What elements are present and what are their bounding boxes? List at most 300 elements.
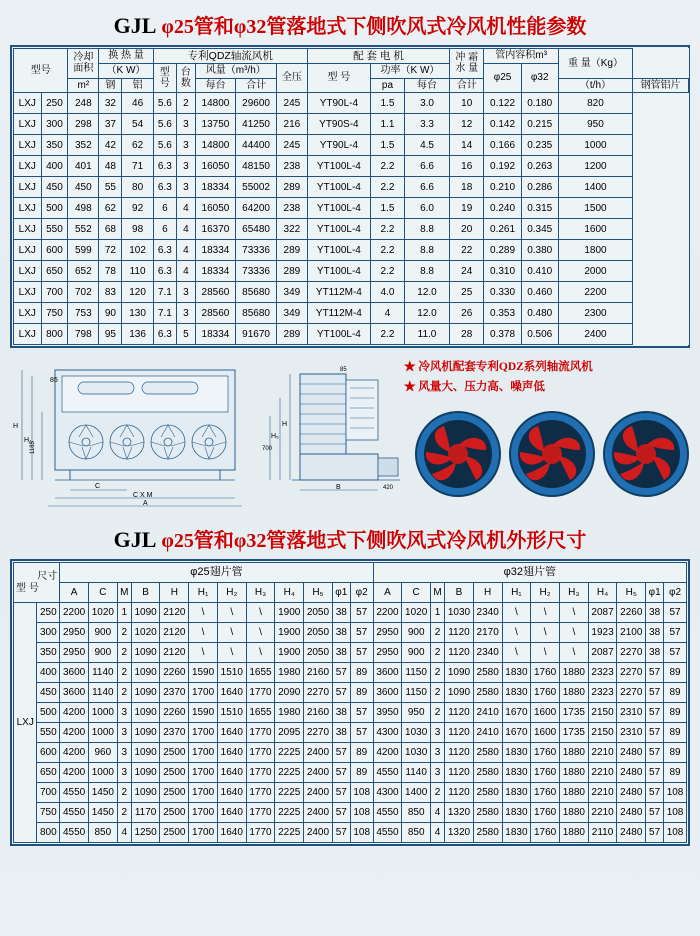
cell-25-H: 2225 <box>275 783 304 803</box>
cell-area: 798 <box>68 324 99 345</box>
table2-head <box>14 563 687 603</box>
cell-32-2: 108 <box>664 783 687 803</box>
dim-700: 700 <box>262 446 273 453</box>
cell-32-H: 2410 <box>473 703 502 723</box>
cell-25-H: 1980 <box>275 663 304 683</box>
cell-size: 450 <box>41 177 68 198</box>
cell-motor-model: YT112M-4 <box>307 303 370 324</box>
cell-25-H: 1640 <box>217 743 246 763</box>
cell-heat-alum: 102 <box>122 240 153 261</box>
cell-vol25: 0.353 <box>484 303 521 324</box>
cell-32-H: \ <box>559 643 588 663</box>
cell-32-B: 1320 <box>445 803 474 823</box>
cell-25-M: 2 <box>117 783 131 803</box>
cell-25-1: 38 <box>332 603 350 623</box>
cell-airflow-total: 65480 <box>236 219 277 240</box>
cell-fan-count: 4 <box>177 261 196 282</box>
cell-motor-model: YT90L-4 <box>307 93 370 114</box>
cell-fan-model: 6.3 <box>153 261 176 282</box>
cell-power-total: 6.6 <box>404 177 449 198</box>
cell-32-C: 1150 <box>402 683 431 703</box>
cell-vol32: 0.460 <box>521 282 558 303</box>
cell-32-A: 4550 <box>373 823 402 843</box>
th-motor-model: 型 号 <box>307 64 370 93</box>
th-pressure: 全压 <box>276 64 307 93</box>
cell-model: LXJ <box>14 93 42 114</box>
th-area: 冷却 面积 <box>68 49 99 79</box>
cell-32-H: 1830 <box>502 823 531 843</box>
th-volume: 管内容积m³ <box>484 49 558 64</box>
cell-32-H: 2340 <box>473 603 502 623</box>
cell-heat-alum: 120 <box>122 282 153 303</box>
cell-25-H: 2260 <box>160 663 189 683</box>
cell-size: 650 <box>41 261 68 282</box>
cell-32-H: 2580 <box>473 763 502 783</box>
cell-32-H: 2210 <box>588 763 617 783</box>
cell-32-1: 57 <box>646 783 664 803</box>
table-row <box>14 156 689 177</box>
cell-32-1: 57 <box>646 683 664 703</box>
cell-25-A: 3600 <box>60 683 89 703</box>
th-dim-32-H: H₂ <box>531 583 560 603</box>
cell-weight: 950 <box>558 114 632 135</box>
cell-25-2: 57 <box>350 703 373 723</box>
cell-32-1: 57 <box>646 763 664 783</box>
cell-32-H: 1760 <box>531 763 560 783</box>
cell-25-B: 1020 <box>131 623 160 643</box>
cell-32-H: 1760 <box>531 683 560 703</box>
cell-32-H: 1830 <box>502 683 531 703</box>
cell-pressure: 349 <box>276 282 307 303</box>
cell-25-1: 57 <box>332 743 350 763</box>
cell-32-B: 1120 <box>445 703 474 723</box>
cell-area: 401 <box>68 156 99 177</box>
cell-airflow-total: 85680 <box>236 282 277 303</box>
cell-32-C: 850 <box>402 803 431 823</box>
cell-25-H: 1510 <box>217 703 246 723</box>
cell-32-M: 3 <box>431 763 445 783</box>
cell-pressure: 289 <box>276 324 307 345</box>
cell-size: 800 <box>41 324 68 345</box>
th-dim-25-A: A <box>60 583 89 603</box>
cell-power-each: 1.1 <box>370 114 404 135</box>
cell-32-A: 4200 <box>373 743 402 763</box>
cell-25-B: 1250 <box>131 823 160 843</box>
cell-weight: 1800 <box>558 240 632 261</box>
cell-model: LXJ <box>14 240 42 261</box>
cell-25-H: \ <box>217 603 246 623</box>
cell-32-B: 1120 <box>445 783 474 803</box>
cell-25-H: \ <box>189 603 218 623</box>
cell-power-each: 1.5 <box>370 135 404 156</box>
cell-32-B: 1120 <box>445 743 474 763</box>
cell-airflow-total: 73336 <box>236 261 277 282</box>
cell-model: LXJ <box>14 198 42 219</box>
cell-32-H: 1880 <box>559 803 588 823</box>
cell-25-H: 1900 <box>275 643 304 663</box>
cell-32-2: 57 <box>664 603 687 623</box>
cell-25-B: 1090 <box>131 763 160 783</box>
cell-25-H: 2500 <box>160 763 189 783</box>
cell-water: 20 <box>450 219 484 240</box>
cell-32-A: 4550 <box>373 803 402 823</box>
cell-32-B: 1090 <box>445 663 474 683</box>
table-row <box>14 743 687 763</box>
cell-25-H: 1640 <box>217 823 246 843</box>
th-fan-count: 台 数 <box>177 64 196 93</box>
cell-water: 19 <box>450 198 484 219</box>
cell-25-H: 1640 <box>217 723 246 743</box>
cell-water: 24 <box>450 261 484 282</box>
cell-25-2: 57 <box>350 723 373 743</box>
cell-size: 250 <box>41 93 68 114</box>
cell-heat-steel: 78 <box>99 261 122 282</box>
cell-25-H: 2500 <box>160 823 189 843</box>
table-row <box>14 723 687 743</box>
dim-1185: 1185 <box>30 441 36 455</box>
dim-A: A <box>143 500 148 508</box>
cell-heat-steel: 95 <box>99 324 122 345</box>
cell-25-B: 1090 <box>131 663 160 683</box>
cell-32-H: 1760 <box>531 783 560 803</box>
cell-25-H: 1900 <box>275 623 304 643</box>
cell-25-H: 2095 <box>275 723 304 743</box>
cell-32-H: 2310 <box>617 703 646 723</box>
cell-water: 16 <box>450 156 484 177</box>
cell-25-C: 900 <box>88 643 117 663</box>
cell-32-H: 1923 <box>588 623 617 643</box>
table2-column-row <box>14 583 687 603</box>
cell-vol25: 0.310 <box>484 261 521 282</box>
cell-32-2: 108 <box>664 823 687 843</box>
cell-25-H: 2120 <box>160 643 189 663</box>
table-row <box>14 135 689 156</box>
cell-pressure: 349 <box>276 303 307 324</box>
cell-32-H: 2480 <box>617 823 646 843</box>
cell-32-H: 1880 <box>559 783 588 803</box>
cell-size: 400 <box>37 663 60 683</box>
cell-vol32: 0.180 <box>521 93 558 114</box>
cell-area: 498 <box>68 198 99 219</box>
cell-motor-model: YT100L-4 <box>307 156 370 177</box>
cell-vol32: 0.215 <box>521 114 558 135</box>
cell-size: 750 <box>41 303 68 324</box>
th-group-25: φ25翅片管 <box>60 563 373 583</box>
cell-size: 600 <box>37 743 60 763</box>
cell-32-H: \ <box>502 623 531 643</box>
table-row <box>14 219 689 240</box>
cell-25-2: 89 <box>350 663 373 683</box>
cell-model: LXJ <box>14 219 42 240</box>
cell-water: 10 <box>450 93 484 114</box>
cell-25-2: 108 <box>350 823 373 843</box>
table-row <box>14 823 687 843</box>
cell-weight: 1200 <box>558 156 632 177</box>
cell-25-B: 1090 <box>131 743 160 763</box>
cell-25-B: 1090 <box>131 783 160 803</box>
cell-weight: 2200 <box>558 282 632 303</box>
page-title-bottom <box>0 522 700 559</box>
cell-32-M: 2 <box>431 683 445 703</box>
cell-32-H: 2270 <box>617 643 646 663</box>
cell-25-B: 1090 <box>131 683 160 703</box>
cell-25-H: 1770 <box>246 823 275 843</box>
cell-32-H: 1735 <box>559 723 588 743</box>
cell-25-A: 4200 <box>60 703 89 723</box>
th-dim-32-H: H₄ <box>588 583 617 603</box>
th-weight: 重 量（Kg） <box>558 49 632 79</box>
cell-25-H: 2400 <box>304 803 333 823</box>
cell-fan-count: 4 <box>177 240 196 261</box>
note-line-2 <box>404 378 545 394</box>
cell-25-M: 3 <box>117 723 131 743</box>
cell-25-C: 900 <box>88 623 117 643</box>
cell-25-H: 1770 <box>246 743 275 763</box>
cell-25-H: 1900 <box>275 603 304 623</box>
cell-32-H: 1830 <box>502 783 531 803</box>
cell-power-each: 1.5 <box>370 93 404 114</box>
dim-B: B <box>336 484 341 492</box>
cell-32-M: 2 <box>431 783 445 803</box>
cell-airflow-total: 44400 <box>236 135 277 156</box>
cell-model: LXJ <box>14 177 42 198</box>
cell-32-H: 2580 <box>473 683 502 703</box>
cell-area: 599 <box>68 240 99 261</box>
cell-weight: 820 <box>558 93 632 114</box>
title-top-prefix: GJL <box>113 13 157 38</box>
cell-32-H: 1830 <box>502 803 531 823</box>
cell-32-H: 2480 <box>617 763 646 783</box>
cell-25-H: \ <box>189 623 218 643</box>
cell-25-A: 2200 <box>60 603 89 623</box>
cell-32-B: 1120 <box>445 623 474 643</box>
cell-32-2: 57 <box>664 643 687 663</box>
cell-32-H: 2087 <box>588 643 617 663</box>
dimensions-table <box>13 562 687 843</box>
cell-25-A: 3600 <box>60 663 89 683</box>
th-dim-32-C: C <box>402 583 431 603</box>
cell-32-C: 1030 <box>402 723 431 743</box>
cell-heat-alum: 136 <box>122 324 153 345</box>
table-row <box>14 683 687 703</box>
cell-32-H: 2323 <box>588 663 617 683</box>
th-vol-25: φ25 <box>484 64 521 93</box>
fan-product-images <box>416 412 688 496</box>
cell-heat-steel: 62 <box>99 198 122 219</box>
note-1-text: ★ 冷风机配套专利QDZ系列轴流风机 <box>404 361 593 374</box>
cell-25-H: 2270 <box>304 723 333 743</box>
cell-pressure: 238 <box>276 198 307 219</box>
dim-H: H <box>13 423 19 431</box>
th-dim-32-1: φ1 <box>646 583 664 603</box>
cell-power-total: 12.0 <box>404 282 449 303</box>
cell-32-H: 1760 <box>531 803 560 823</box>
cell-model-lxj: LXJ <box>14 603 37 843</box>
cell-25-M: 4 <box>117 823 131 843</box>
cell-32-H: 2580 <box>473 663 502 683</box>
table-row <box>14 763 687 783</box>
cell-32-1: 57 <box>646 803 664 823</box>
cell-size: 250 <box>37 603 60 623</box>
th-vol-32: φ32 <box>521 64 558 93</box>
cell-motor-model: YT100L-4 <box>307 219 370 240</box>
cell-32-H: 2480 <box>617 783 646 803</box>
dim-H1: H₁ <box>24 437 32 445</box>
front-elevation-drawing <box>13 370 242 507</box>
cell-32-H: 1880 <box>559 823 588 843</box>
corner-top: 尺寸 <box>37 571 58 583</box>
cell-pressure: 245 <box>276 93 307 114</box>
cell-fan-count: 4 <box>177 198 196 219</box>
cell-pressure: 289 <box>276 240 307 261</box>
cell-25-H: 2500 <box>160 743 189 763</box>
cell-32-H: \ <box>531 603 560 623</box>
th-dim-25-B: B <box>131 583 160 603</box>
table-row <box>14 643 687 663</box>
cell-32-H: 2480 <box>617 743 646 763</box>
drawings-section <box>0 354 700 522</box>
performance-parameters-table <box>13 48 689 345</box>
title-bottom-prefix: GJL <box>113 527 157 553</box>
cell-25-B: 1090 <box>131 703 160 723</box>
th-dim-32-H: H₃ <box>559 583 588 603</box>
cell-32-A: 3950 <box>373 703 402 723</box>
cell-32-H: 1760 <box>531 823 560 843</box>
th-heat-steel: 钢 <box>99 78 122 93</box>
cell-32-H: 1670 <box>502 703 531 723</box>
cell-area: 352 <box>68 135 99 156</box>
cell-32-A: 2950 <box>373 623 402 643</box>
cell-25-C: 1450 <box>88 783 117 803</box>
cell-airflow-total: 29600 <box>236 93 277 114</box>
th-dim-25-H: H₅ <box>304 583 333 603</box>
cell-32-A: 4550 <box>373 763 402 783</box>
cell-vol32: 0.345 <box>521 219 558 240</box>
cell-25-H: 2500 <box>160 783 189 803</box>
cell-32-1: 38 <box>646 603 664 623</box>
cell-fan-count: 3 <box>177 282 196 303</box>
cell-25-H: 2400 <box>304 743 333 763</box>
cell-32-H: 1830 <box>502 763 531 783</box>
table-row <box>14 282 689 303</box>
cell-airflow-each: 14800 <box>195 93 236 114</box>
cell-32-A: 3600 <box>373 663 402 683</box>
cell-32-H: 2150 <box>588 723 617 743</box>
cell-power-total: 11.0 <box>404 324 449 345</box>
cell-heat-steel: 83 <box>99 282 122 303</box>
cell-32-1: 57 <box>646 703 664 723</box>
note-2-text: ★ 风量大、压力高、噪声低 <box>404 381 545 394</box>
th-dim-corner <box>14 563 60 603</box>
cell-power-each: 2.2 <box>370 261 404 282</box>
cell-32-H: \ <box>559 603 588 623</box>
cell-25-2: 57 <box>350 603 373 623</box>
th-dim-25-H: H₃ <box>246 583 275 603</box>
th-dim-32-H: H <box>473 583 502 603</box>
dim-C: C <box>95 483 101 491</box>
cell-32-H: 2410 <box>473 723 502 743</box>
cell-32-2: 89 <box>664 723 687 743</box>
table-row <box>14 177 689 198</box>
cell-25-B: 1170 <box>131 803 160 823</box>
cell-32-B: 1120 <box>445 643 474 663</box>
cell-heat-steel: 68 <box>99 219 122 240</box>
th-dim-32-H: H₁ <box>502 583 531 603</box>
th-heat-alum: 铝 <box>122 78 153 93</box>
cell-25-H: 1700 <box>189 683 218 703</box>
cell-water: 26 <box>450 303 484 324</box>
cell-25-B: 1090 <box>131 603 160 623</box>
cell-vol25: 0.240 <box>484 198 521 219</box>
cell-airflow-total: 85680 <box>236 303 277 324</box>
cell-weight: 1500 <box>558 198 632 219</box>
cell-fan-count: 3 <box>177 114 196 135</box>
cell-32-2: 89 <box>664 663 687 683</box>
cell-32-1: 57 <box>646 823 664 843</box>
cell-vol25: 0.166 <box>484 135 521 156</box>
cell-weight: 2000 <box>558 261 632 282</box>
cell-model: LXJ <box>14 114 42 135</box>
cell-32-M: 4 <box>431 823 445 843</box>
cell-25-M: 3 <box>117 763 131 783</box>
cell-model: LXJ <box>14 324 42 345</box>
cell-25-2: 89 <box>350 743 373 763</box>
cell-25-H: 1700 <box>189 743 218 763</box>
th-defrost: 冲 霜 水 量 <box>450 49 484 79</box>
cell-vol32: 0.480 <box>521 303 558 324</box>
cell-25-M: 2 <box>117 663 131 683</box>
cell-size: 550 <box>37 723 60 743</box>
cell-water: 18 <box>450 177 484 198</box>
table-row <box>14 703 687 723</box>
cell-32-A: 2950 <box>373 643 402 663</box>
cell-pressure: 289 <box>276 261 307 282</box>
th-dim-25-M: M <box>117 583 131 603</box>
cell-airflow-total: 55002 <box>236 177 277 198</box>
cell-25-H: 2050 <box>304 603 333 623</box>
cell-32-B: 1320 <box>445 823 474 843</box>
cell-airflow-total: 48150 <box>236 156 277 177</box>
cell-size: 700 <box>41 282 68 303</box>
cell-pressure: 216 <box>276 114 307 135</box>
cell-25-M: 3 <box>117 743 131 763</box>
cell-32-H: 1830 <box>502 743 531 763</box>
cell-heat-steel: 72 <box>99 240 122 261</box>
cell-25-1: 57 <box>332 663 350 683</box>
cell-25-H: 2120 <box>160 623 189 643</box>
cell-32-1: 57 <box>646 743 664 763</box>
cell-heat-alum: 130 <box>122 303 153 324</box>
cell-airflow-total: 64200 <box>236 198 277 219</box>
cell-25-H: 1640 <box>217 683 246 703</box>
cell-32-M: 2 <box>431 643 445 663</box>
cell-power-total: 6.0 <box>404 198 449 219</box>
cell-airflow-each: 16050 <box>195 156 236 177</box>
cell-vol25: 0.289 <box>484 240 521 261</box>
th-dim-32-2: φ2 <box>664 583 687 603</box>
cell-25-H: 1700 <box>189 803 218 823</box>
cell-25-A: 4200 <box>60 763 89 783</box>
table-row <box>14 114 689 135</box>
cell-weight: 2300 <box>558 303 632 324</box>
cell-model: LXJ <box>14 135 42 156</box>
cell-25-H: 1655 <box>246 663 275 683</box>
cell-model: LXJ <box>14 156 42 177</box>
cell-25-1: 38 <box>332 623 350 643</box>
cell-32-M: 2 <box>431 703 445 723</box>
cell-fan-model: 6 <box>153 198 176 219</box>
cell-power-total: 12.0 <box>404 303 449 324</box>
